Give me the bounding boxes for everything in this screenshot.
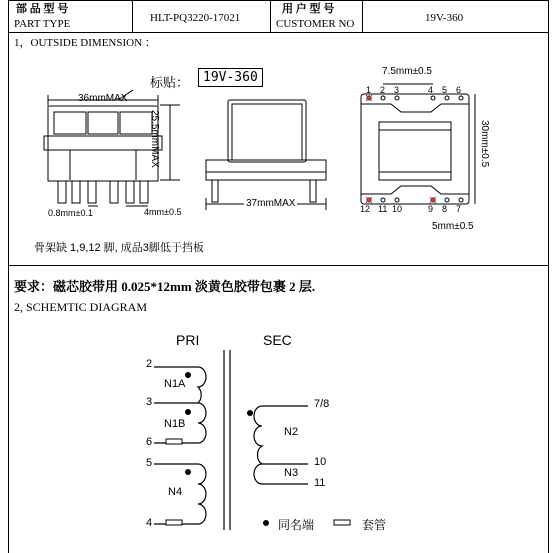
requirement-text: 磁芯胶带用 0.025*12mm 淡黄色胶带包裹 2 层. [53,279,316,294]
winding-n3: N3 [284,467,299,479]
pin-label-2: 2 [380,85,386,95]
schematic-heading: 2, SCHEMTIC DIAGRAM [14,300,148,314]
pin-label-12: 12 [360,204,371,214]
pin-7-8: 7/8 [314,398,330,410]
dim-pin-diameter: 0.8mm±0.1 [48,208,93,218]
dim-top-span: 7.5mm±0.5 [382,66,432,77]
pin-label-8: 8 [442,204,448,214]
part-number: HLT-PQ3220-17021 [150,12,241,24]
pin-4: 4 [146,517,153,529]
pin-11: 11 [314,477,326,489]
requirement-line [14,276,315,295]
part-type-cn: 部 品 型 号 [16,3,69,15]
customer-number: 19V-360 [425,12,464,24]
pin-label-10: 10 [392,204,403,214]
pin-6: 6 [146,436,153,448]
header-divider-1 [132,0,133,33]
header-divider-2 [270,0,271,33]
front-view-drawing [40,90,190,225]
dim-pin-pitch: 4mm±0.5 [144,207,182,217]
customer-cn: 用 户 型 号 [282,3,335,15]
winding-n1a: N1A [164,378,186,390]
pin-10: 10 [314,456,327,468]
dim-bottom-pitch: 5mm±0.5 [432,221,474,232]
frame-right [548,0,549,553]
requirement-prefix: 要求： [14,279,54,294]
pin-label-1: 1 [366,85,372,95]
part-type-en: PART TYPE [14,18,71,30]
header-bottom [8,32,549,33]
dim-width-top: 36mmMAX [78,93,128,104]
pin-label-5: 5 [442,85,448,95]
winding-n2: N2 [284,426,299,438]
header-divider-3 [362,0,363,33]
customer-en: CUSTOMER NO [276,18,355,30]
frame-left [8,0,9,553]
sec-label: SEC [263,332,292,348]
pin-label-7: 7 [456,204,462,214]
label-prefix: 标贴： [150,75,190,90]
pin-2: 2 [146,358,153,370]
label-value-box: 19V-360 [198,68,263,87]
pin-label-4: 4 [428,85,434,95]
dim-depth: 37mmMAX [246,198,296,209]
section1-bottom [8,265,549,266]
dim-height-side: 25.5mmMAX [149,110,160,168]
legend-dot-label: 同名端 [278,518,315,532]
pin-label-3: 3 [394,85,400,95]
pin-label-6: 6 [456,85,462,95]
dim-right-height: 30mm±0.5 [479,120,490,168]
pri-label: PRI [176,332,200,348]
winding-n4: N4 [168,486,183,498]
pin-5: 5 [146,457,153,469]
schematic-drawing [140,345,360,535]
outside-dimension-heading: 1，OUTSIDE DIMENSION ： [14,37,156,49]
pin-label-11: 11 [378,204,388,214]
pin-label-9: 9 [428,204,434,214]
frame-top [8,0,549,1]
bobbin-note: 骨架缺 1,9,12 脚, 成品3脚低于挡板 [34,242,204,254]
winding-n1b: N1B [164,418,186,430]
pin-3: 3 [146,396,153,408]
legend-tube-label: 套管 [362,518,387,532]
